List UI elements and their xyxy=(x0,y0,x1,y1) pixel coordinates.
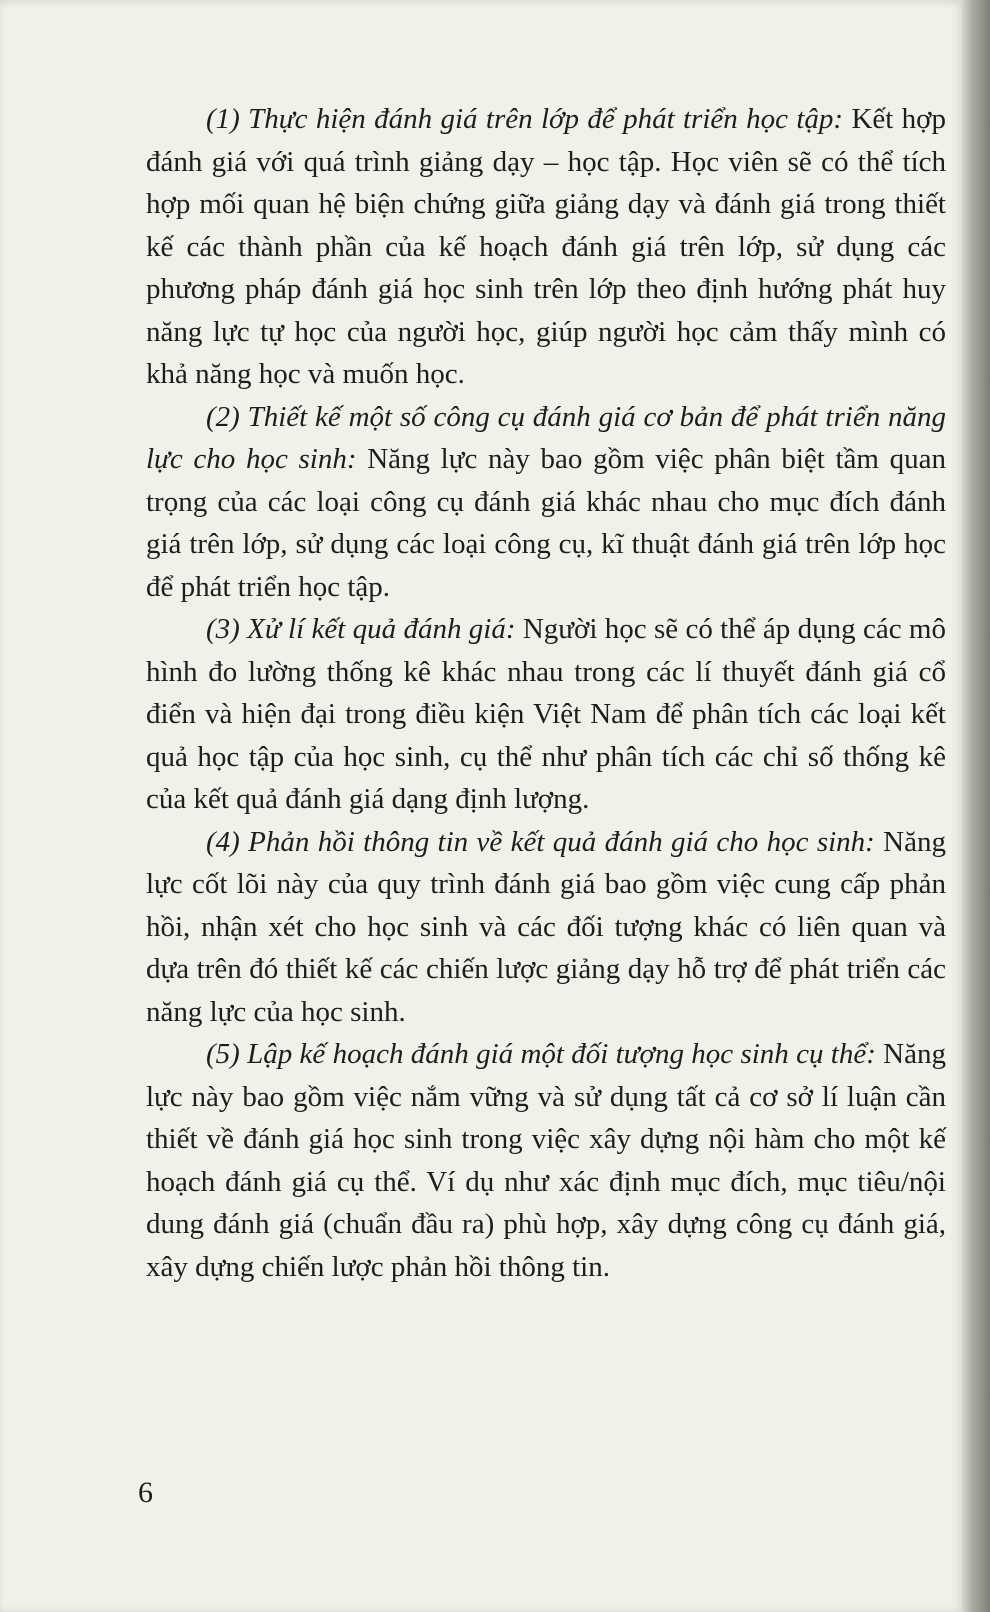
paragraph-1 xyxy=(146,98,946,396)
paragraph-2-heading: (2) Thiết kế một số công cụ đánh giá cơ bản để phát triển năng lực cho học sinh: xyxy=(146,400,946,475)
paragraph-5 xyxy=(146,1033,946,1288)
paragraph-4-heading: (4) Phản hồi thông tin về kết quả đánh giá cho học sinh: xyxy=(206,825,875,858)
page-edge-shadow xyxy=(962,0,990,1612)
paragraph-5-body: Năng lực này bao gồm việc nắm vững và sử dụng tất cả cơ sở lí luận cần thiết về đánh giá học sinh trong việc xây dựng nội hàm cho một kế hoạch đánh giá cụ thể. Ví dụ như xác định mục đích, mục tiêu/nội dung đánh giá (chuẩn đầu ra) phù hợp, xây dựng công cụ đánh giá, xây dựng chiến lược phản hồi thông tin. xyxy=(146,1038,946,1283)
paragraph-4 xyxy=(146,821,946,1034)
paragraph-2-body: Năng lực này bao gồm việc phân biệt tầm quan trọng của các loại công cụ đánh giá khác nhau cho mục đích đánh giá trên lớp, sử dụng các loại công cụ, kĩ thuật đánh giá trên lớp học để phát triển học tập. xyxy=(146,443,946,603)
page-content xyxy=(146,98,946,1288)
paragraph-3-heading: (3) Xử lí kết quả đánh giá: xyxy=(206,613,516,645)
paragraph-1-heading: (1) Thực hiện đánh giá trên lớp để phát triển học tập: xyxy=(206,103,844,135)
page-number: 6 xyxy=(138,1476,153,1509)
paragraph-5-heading: (5) Lập kế hoạch đánh giá một đối tượng học sinh cụ thể: xyxy=(206,1038,876,1070)
paragraph-3-body: Người học sẽ có thể áp dụng các mô hình đo lường thống kê khác nhau trong các lí thuyết đánh giá cổ điển và hiện đại trong điều kiện Việt Nam để phân tích các loại kết quả học tập của học sinh, cụ thể như phân tích các chỉ số thống kê của kết quả đánh giá dạng định lượng. xyxy=(146,613,946,815)
paragraph-2 xyxy=(146,396,946,609)
paragraph-3 xyxy=(146,608,946,821)
paragraph-4-body: Năng lực cốt lõi này của quy trình đánh giá bao gồm việc cung cấp phản hồi, nhận xét cho học sinh và các đối tượng khác có liên quan và dựa trên đó thiết kế các chiến lược giảng dạy hỗ trợ để phát triển các năng lực của học sinh. xyxy=(146,825,946,1028)
paragraph-1-body: Kết hợp đánh giá với quá trình giảng dạy – học tập. Học viên sẽ có thể tích hợp mối quan hệ biện chứng giữa giảng dạy và đánh giá trong thiết kế các thành phần của kế hoạch đánh giá trên lớp, sử dụng các phương pháp đánh giá học sinh trên lớp theo định hướng phát huy năng lực tự học của người học, giúp người học cảm thấy mình có khả năng học và muốn học. xyxy=(146,103,947,390)
